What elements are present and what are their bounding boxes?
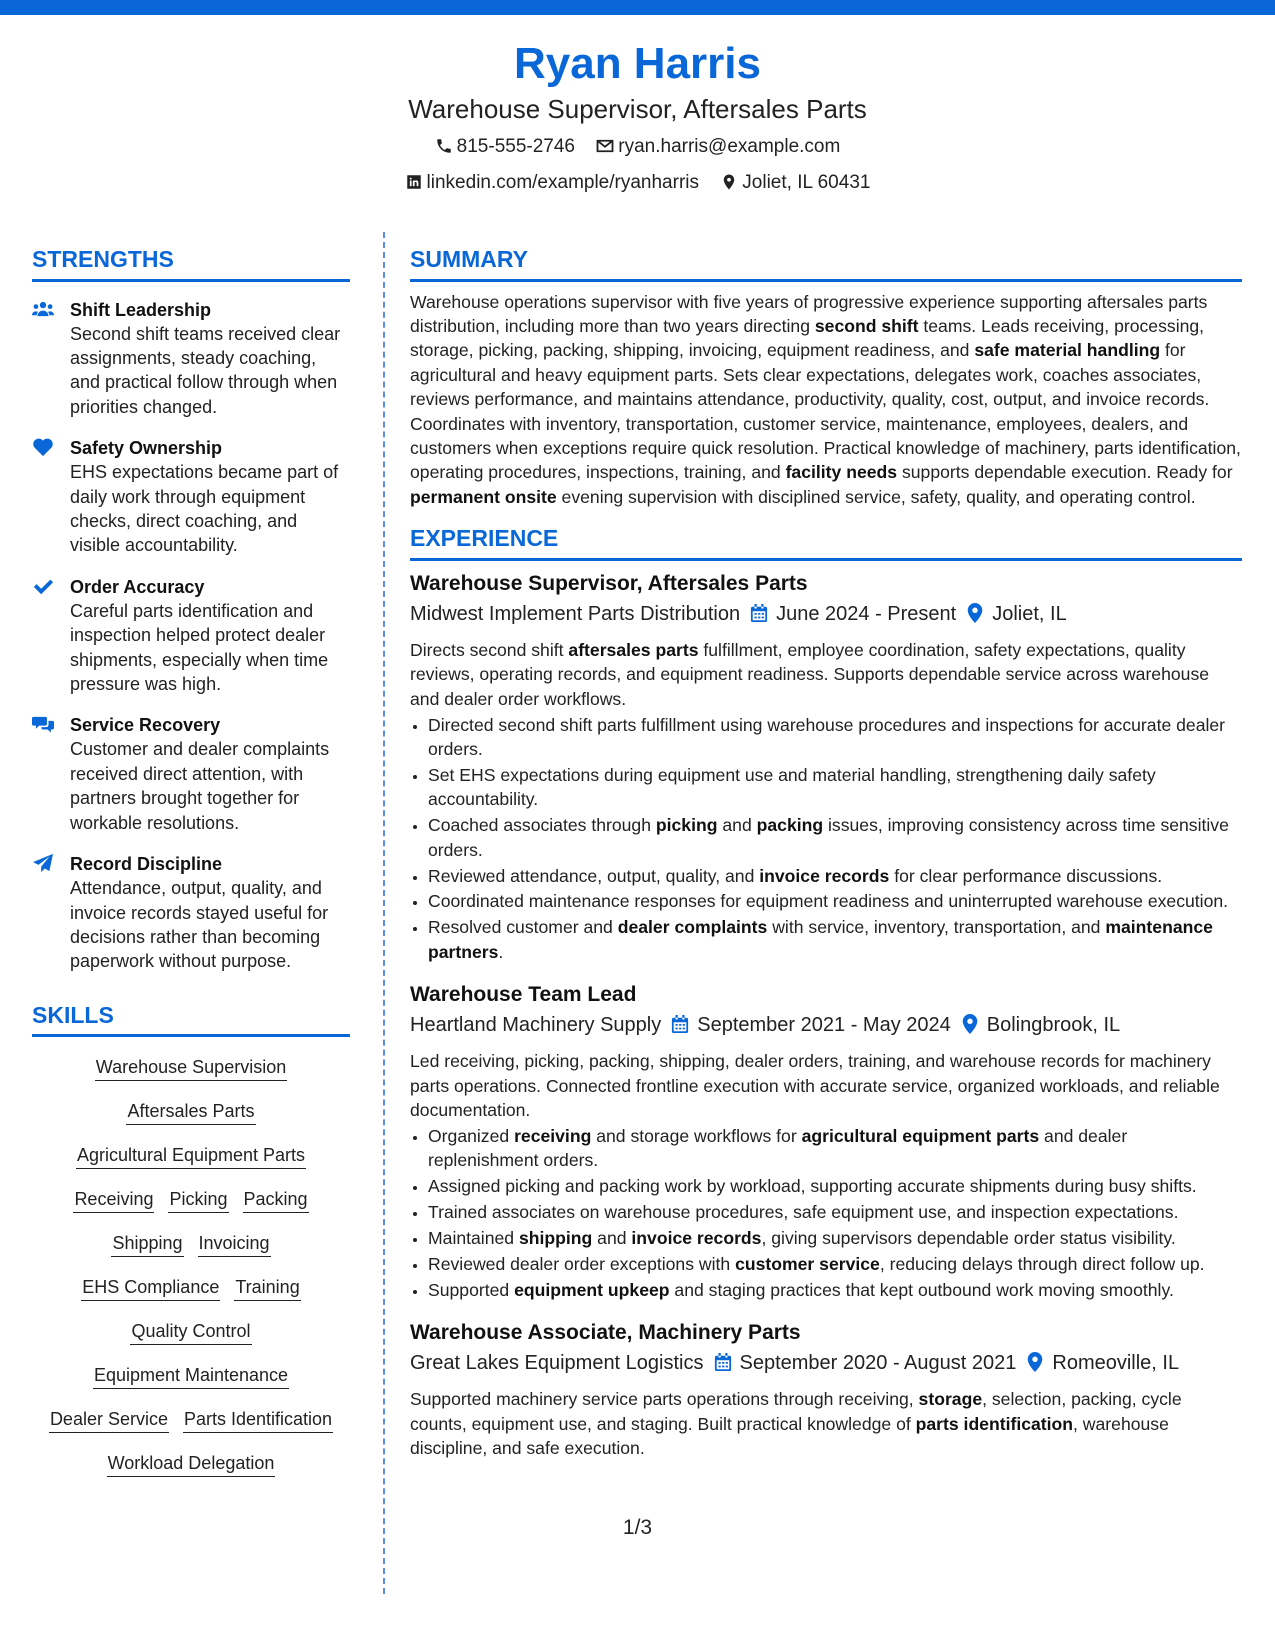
- text-run: Set EHS expectations during equipment use and material handling, strengthening daily safety accountability.: [428, 764, 1156, 810]
- job-location: Romeoville, IL: [1052, 1352, 1180, 1375]
- skill-row: [32, 1230, 350, 1259]
- candidate-name: Ryan Harris: [513, 39, 761, 88]
- strength-item: [32, 436, 350, 558]
- skill-tag: Quality Control: [130, 1318, 251, 1345]
- bullet-item: [428, 713, 1242, 762]
- calendar-icon: [714, 1351, 732, 1381]
- paper-plane-icon: [32, 853, 56, 875]
- skill-tag: Warehouse Supervision: [95, 1054, 287, 1081]
- company-name: Great Lakes Equipment Logistics: [410, 1352, 704, 1375]
- candidate-title: Warehouse Supervisor, Aftersales Parts: [408, 93, 867, 124]
- bullet-item: [428, 1252, 1242, 1276]
- experience-list: [410, 569, 1242, 1461]
- bold-text: permanent onsite: [410, 486, 557, 507]
- text-run: Trained associates on warehouse procedures, safe equipment use, and inspection expectations.: [428, 1202, 1179, 1223]
- job-entry: [410, 980, 1242, 1302]
- email-contact[interactable]: [596, 131, 840, 163]
- phone-text: 815-555-2746: [456, 135, 575, 157]
- skill-row: [32, 1054, 350, 1083]
- skill-tag: Receiving: [73, 1186, 154, 1213]
- skill-row: [32, 1362, 350, 1391]
- text-run: teams. Leads receiving, processing, storage, picking, packing, shipping, invoicing, equipment readiness, and: [410, 316, 1205, 361]
- skill-row: [32, 1406, 350, 1435]
- strength-title: Record Discipline: [70, 854, 223, 875]
- text-run: Maintained: [428, 1227, 519, 1248]
- text-run: evening supervision with disciplined service, safety, quality, and operating control.: [556, 486, 1196, 507]
- job-meta: [410, 1348, 1242, 1381]
- job-entry: [410, 1318, 1242, 1460]
- skill-tag: Equipment Maintenance: [93, 1362, 289, 1389]
- bold-text: facility needs: [785, 462, 898, 483]
- text-run: , selection, packing, cycle counts, equipment use, and staging. Built practical knowledge of: [410, 1389, 1182, 1434]
- text-run: with service, inventory, transportation, and: [767, 917, 1106, 938]
- text-run: Reviewed attendance, output, quality, and: [428, 865, 760, 886]
- skill-tag: Dealer Service: [49, 1406, 169, 1433]
- left-column: [32, 246, 350, 1479]
- text-run: fulfillment, employee coordination, safety expectations, quality reviews, operating records, and equipment readiness. Supports dependable service across warehouse and dealer order workflows.: [410, 639, 1210, 709]
- text-run: Supported machinery service parts operations through receiving,: [410, 1389, 919, 1410]
- strength-description: EHS expectations became part of daily work through equipment checks, direct coaching, and visible accountability.: [70, 462, 339, 556]
- job-description: [410, 1387, 1242, 1460]
- calendar-icon: [750, 602, 768, 632]
- job-dates: June 2024 - Present: [776, 602, 957, 625]
- text-run: Coordinated maintenance responses for equipment readiness and uninterrupted warehouse execution.: [428, 891, 1229, 912]
- bold-text: invoice records: [631, 1227, 762, 1248]
- text-run: and staging practices that kept outbound work moving smoothly.: [669, 1279, 1174, 1300]
- contact-row-2: [0, 167, 1275, 199]
- strength-title: Service Recovery: [70, 715, 221, 736]
- bullet-item: [428, 915, 1242, 964]
- skill-tag: Agricultural Equipment Parts: [76, 1142, 306, 1169]
- email-text: ryan.harris@example.com: [618, 135, 841, 157]
- column-divider: [383, 232, 385, 1594]
- bold-text: receiving: [514, 1125, 592, 1146]
- bullet-item: [428, 763, 1242, 812]
- summary-heading: SUMMARY: [410, 246, 1242, 282]
- text-run: and: [717, 815, 757, 836]
- bold-text: equipment upkeep: [514, 1279, 670, 1300]
- text-run: for clear performance discussions.: [889, 865, 1163, 886]
- text-run: for agricultural and heavy equipment parts. Sets clear expectations, delegates work, coaches associates, reviews performance, and maintains attendance, productivity, quality, cost, output, and invoice records. Coordinates with inventory, transportation, customer service, maintenance, employees, dealers, and customers when exceptions require quick resolution. Practical knowledge of machinery, parts identification, operating procedures, inspections, training, and: [410, 340, 1241, 483]
- bold-text: storage: [918, 1389, 983, 1410]
- location-contact: [720, 167, 870, 199]
- skill-row: [32, 1098, 350, 1127]
- contact-row-1: [0, 131, 1275, 163]
- strengths-heading: STRENGTHS: [32, 246, 350, 282]
- strength-description: Attendance, output, quality, and invoice records stayed useful for decisions rather than becoming paperwork without purpose.: [70, 878, 329, 972]
- strength-title: Order Accuracy: [70, 576, 205, 597]
- text-run: Led receiving, picking, packing, shipping, dealer orders, training, and warehouse records for machinery parts operations. Connected frontline execution with accurate service, organized workloads, and reliable documentation.: [410, 1051, 1220, 1120]
- job-dates: September 2020 - August 2021: [739, 1352, 1017, 1375]
- skill-row: [32, 1186, 350, 1215]
- bullet-item: [428, 1174, 1242, 1198]
- bold-text: safe material handling: [974, 340, 1161, 361]
- users-icon: [32, 299, 56, 321]
- text-run: Assigned picking and packing work by workload, supporting accurate shipments during busy shifts.: [428, 1176, 1197, 1197]
- skill-tag: Training: [234, 1274, 300, 1301]
- bold-text: agricultural equipment parts: [801, 1125, 1040, 1146]
- top-accent-bar: [0, 0, 1275, 15]
- bullet-item: [428, 1278, 1242, 1302]
- text-run: Resolved customer and: [428, 917, 618, 938]
- company-name: Midwest Implement Parts Distribution: [410, 602, 741, 625]
- strength-description: Second shift teams received clear assignments, steady coaching, and practical follow through when priorities changed.: [70, 323, 341, 417]
- job-bullets: [410, 1124, 1242, 1302]
- calendar-icon: [671, 1013, 689, 1043]
- skills-heading: SKILLS: [32, 1002, 350, 1038]
- job-entry: [410, 569, 1242, 964]
- text-run: and storage workflows for: [591, 1125, 802, 1146]
- skill-tag: Shipping: [111, 1230, 183, 1257]
- text-run: and dealer replenishment orders.: [428, 1125, 1128, 1171]
- text-run: Coached associates through: [428, 815, 656, 836]
- bold-text: parts identification: [915, 1413, 1074, 1434]
- map-pin-icon: [966, 602, 984, 632]
- experience-heading: EXPERIENCE: [410, 525, 1242, 561]
- bold-text: shipping: [518, 1227, 593, 1248]
- skill-tag: Workload Delegation: [107, 1450, 276, 1477]
- job-bullets: [410, 713, 1242, 965]
- check-icon: [32, 576, 56, 598]
- bold-text: packing: [756, 815, 824, 836]
- linkedin-contact[interactable]: [405, 167, 699, 199]
- text-run: supports dependable execution. Ready for: [897, 462, 1233, 483]
- bold-text: invoice records: [759, 865, 890, 886]
- comments-icon: [32, 714, 56, 736]
- bold-text: customer service: [735, 1253, 880, 1274]
- strength-item: [32, 575, 350, 697]
- bold-text: second shift: [814, 316, 919, 336]
- skill-tag: Aftersales Parts: [126, 1098, 255, 1125]
- strength-description: Careful parts identification and inspection helped protect dealer shipments, especially when time pressure was high.: [70, 600, 329, 695]
- job-title: Warehouse Team Lead: [410, 983, 637, 1007]
- bullet-item: [428, 864, 1242, 888]
- text-run: Directed second shift parts fulfillment using warehouse procedures and inspections for accurate dealer orders.: [428, 714, 1226, 759]
- skills-list: [32, 1054, 350, 1479]
- bullet-item: [428, 1124, 1242, 1173]
- bold-text: aftersales parts: [568, 639, 699, 660]
- strength-item: [32, 298, 350, 420]
- phone-icon: [435, 137, 453, 155]
- bold-text: picking: [655, 815, 718, 836]
- text-run: .: [498, 941, 504, 962]
- bullet-item: [428, 1226, 1242, 1250]
- bullet-item: [428, 813, 1242, 862]
- linkedin-text: linkedin.com/example/ryanharris: [426, 171, 699, 193]
- envelope-icon: [596, 137, 614, 155]
- job-title: Warehouse Supervisor, Aftersales Parts: [410, 571, 808, 595]
- job-location: Bolingbrook, IL: [986, 1014, 1121, 1037]
- summary-text: [410, 290, 1242, 510]
- strength-item: [32, 713, 350, 835]
- job-title: Warehouse Associate, Machinery Parts: [410, 1321, 801, 1345]
- bold-text: dealer complaints: [617, 917, 768, 938]
- skill-row: [32, 1450, 350, 1479]
- skill-tag: Invoicing: [198, 1230, 271, 1257]
- page-number: 1/3: [622, 1516, 653, 1539]
- resume-header: [0, 38, 1275, 199]
- text-run: , giving supervisors dependable order status visibility.: [761, 1227, 1176, 1248]
- map-pin-icon: [961, 1013, 979, 1043]
- text-run: Organized: [428, 1125, 515, 1146]
- text-run: , warehouse discipline, and safe execution.: [410, 1413, 1169, 1458]
- text-run: Supported: [428, 1279, 515, 1300]
- strength-description: Customer and dealer complaints received direct attention, with partners brought together for workable resolutions.: [70, 739, 330, 833]
- skill-row: [32, 1318, 350, 1347]
- right-column: [410, 246, 1242, 1460]
- phone-contact[interactable]: [435, 131, 575, 163]
- strength-item: [32, 852, 350, 974]
- bullet-item: [428, 1200, 1242, 1224]
- strength-title: Safety Ownership: [70, 438, 223, 459]
- text-run: Reviewed dealer order exceptions with: [428, 1253, 736, 1274]
- skill-tag: Parts Identification: [183, 1406, 333, 1433]
- bullet-item: [428, 889, 1242, 913]
- job-meta: [410, 599, 1242, 632]
- location-text: Joliet, IL 60431: [742, 171, 871, 193]
- job-description: [410, 1049, 1242, 1122]
- job-dates: September 2021 - May 2024: [697, 1014, 951, 1037]
- job-description: [410, 638, 1242, 711]
- text-run: and: [592, 1227, 632, 1248]
- linkedin-icon: [405, 173, 423, 191]
- job-location: Joliet, IL: [992, 602, 1067, 625]
- text-run: , reducing delays through direct follow up.: [879, 1253, 1205, 1274]
- text-run: Directs second shift: [410, 639, 569, 660]
- text-run: Warehouse operations supervisor with five years of progressive experience supporting aftersales parts distribution, including more than two years directing: [410, 291, 1208, 336]
- map-pin-icon: [1026, 1351, 1044, 1381]
- skill-row: [32, 1142, 350, 1171]
- skill-tag: Packing: [243, 1186, 309, 1213]
- skill-row: [32, 1274, 350, 1303]
- text-run: issues, improving consistency across time sensitive orders.: [428, 815, 1229, 860]
- map-pin-icon: [720, 173, 738, 191]
- bold-text: maintenance partners: [428, 917, 1213, 962]
- skill-tag: EHS Compliance: [81, 1274, 220, 1301]
- strength-title: Shift Leadership: [70, 299, 212, 320]
- skill-tag: Picking: [168, 1186, 228, 1213]
- heart-icon: [32, 437, 56, 459]
- job-meta: [410, 1010, 1242, 1043]
- company-name: Heartland Machinery Supply: [410, 1014, 662, 1037]
- strengths-list: [32, 298, 350, 974]
